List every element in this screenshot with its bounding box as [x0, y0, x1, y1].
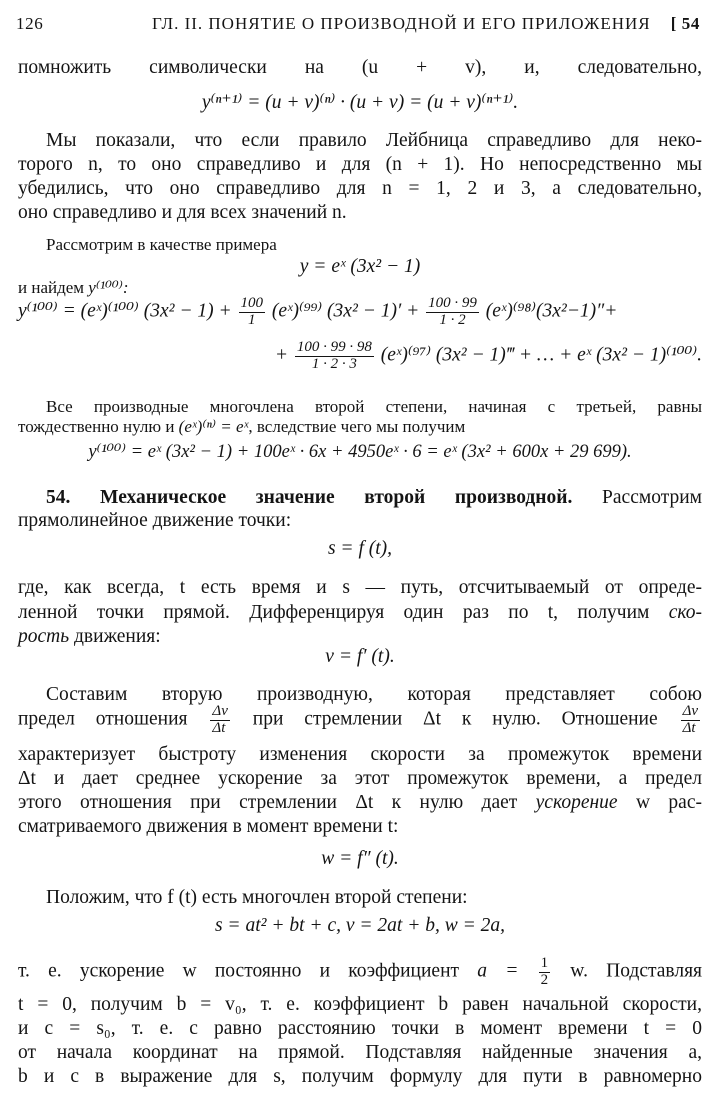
text-fragment: ленной точки прямой. Дифференцируя один раз по t, получим	[18, 602, 669, 623]
text-line: помножить символически на (u + v), и, следовательно,	[18, 57, 702, 78]
formula-acceleration: w = f″ (t).	[321, 848, 399, 869]
expansion-part-c: (eˣ)⁽⁹⁸⁾(3x²−1)″+	[485, 300, 618, 322]
find-text: и найдем	[18, 278, 85, 297]
formula-a: a =	[477, 960, 519, 982]
text-italic: рость	[18, 626, 70, 647]
text-line	[18, 602, 702, 624]
text-fragment: этого отношения при стремлении Δt к нулю дает	[18, 792, 536, 813]
page-number: 126	[16, 14, 44, 33]
text-italic: ускорение	[535, 792, 618, 813]
formula-polynomial-motion: s = at² + bt + c, v = 2at + b, w = 2a,	[214, 915, 506, 936]
text-line	[18, 792, 702, 814]
text-line: Рассмотрим в качестве примера	[46, 235, 277, 254]
fraction-denominator: 1	[248, 311, 256, 328]
expansion-plus: +	[274, 344, 288, 366]
fraction-numerator: 1	[540, 955, 549, 971]
text-line: b и c в выражение для s, получим формулу для пути в равномерно	[18, 1066, 702, 1087]
fraction-denominator: Δt	[212, 719, 226, 736]
text-fragment: Рассмотрим	[572, 487, 702, 508]
section-marker: [ 54	[670, 14, 700, 33]
text-line: Составим вторую производную, которая представляет собою	[46, 684, 702, 705]
text-line: Положим, что f (t) есть многочлен второй степени:	[46, 887, 468, 908]
text-fragment: , вследствие чего мы получим	[248, 417, 466, 436]
fraction-100x99x98-over-1x2x3	[295, 340, 374, 373]
text-line: прямолинейное движение точки:	[18, 510, 292, 531]
text-line: Δt и дает среднее ускорение за этот промежуток времени, а предел	[18, 768, 702, 789]
fraction-dv-dt	[681, 704, 700, 737]
text-line	[18, 956, 702, 989]
text-line: t = 0, получим b = v₀, т. е. коэффициент b равен начальной скорости,	[18, 994, 702, 1015]
text-fragment: w рас-	[617, 792, 702, 813]
text-fragment: w. Подставляя	[570, 960, 703, 982]
text-fragment: при стремлении Δt к нулю. Отношение	[252, 708, 658, 730]
fraction-numerator: Δv	[682, 703, 699, 719]
find-formula: y⁽¹⁰⁰⁾:	[88, 278, 129, 297]
fraction-denominator: Δt	[682, 719, 696, 736]
text-line	[18, 626, 702, 648]
text-line: характеризует быстроту изменения скорости за промежуток времени	[18, 744, 702, 765]
fraction-100x99-over-1x2	[426, 296, 479, 329]
fraction-dv-dt	[210, 704, 229, 737]
text-line	[18, 417, 702, 437]
formula-leibniz-step: y⁽ⁿ⁺¹⁾ = (u + v)⁽ⁿ⁾ · (u + v) = (u + v)⁽ⁿ⁺¹⁾.	[201, 92, 519, 113]
text-fragment: т. е. ускорение w постоянно и коэффициент	[18, 960, 460, 982]
text-line: Мы показали, что если правило Лейбница справедливо для неко-	[46, 130, 702, 151]
text-line	[18, 704, 702, 737]
expansion-part-b: (eˣ)⁽⁹⁹⁾ (3x² − 1)′ +	[271, 300, 420, 322]
formula-expansion-line1	[18, 296, 702, 329]
fraction-denominator: 2	[540, 971, 549, 988]
fraction-numerator: 100 · 99 · 98	[296, 339, 372, 355]
text-italic: ско-	[668, 602, 702, 623]
formula-example-function: y = eˣ (3x² − 1)	[299, 256, 421, 277]
fraction-denominator: 1 · 2	[439, 311, 466, 328]
text-line: где, как всегда, t есть время и s — путь, отсчитываемый от опреде-	[18, 577, 702, 598]
running-title: ГЛ. II. ПОНЯТИЕ О ПРОИЗВОДНОЙ И ЕГО ПРИЛОЖЕНИЯ	[152, 14, 651, 33]
formula-velocity: v = f′ (t).	[325, 646, 395, 667]
fraction-denominator: 1 · 2 · 3	[311, 355, 357, 372]
expansion-part-a: y⁽¹⁰⁰⁾ = (eˣ)⁽¹⁰⁰⁾ (3x² − 1) +	[18, 300, 232, 322]
fraction-numerator: 100 · 99	[428, 295, 477, 311]
text-line: от начала координат на прямой. Подставляя найденные значения a,	[18, 1042, 702, 1063]
fraction-100-over-1	[239, 296, 266, 329]
text-line: и c = s₀, т. е. c равно расстоянию точки в момент времени t = 0	[18, 1018, 702, 1039]
text-fragment: движения:	[69, 626, 161, 647]
text-fragment: предел отношения	[18, 708, 188, 730]
text-line: сматриваемого движения в момент времени t:	[18, 816, 399, 837]
formula-exp-derivative: (eˣ)⁽ⁿ⁾ = eˣ	[178, 417, 249, 436]
formula-expansion-line2	[18, 340, 702, 373]
section-title: 54. Механическое значение второй производной.	[46, 487, 573, 508]
formula-result: y⁽¹⁰⁰⁾ = eˣ (3x² − 1) + 100eˣ · 6x + 4950eˣ · 6 = eˣ (3x² + 600x + 29 699).	[88, 442, 632, 462]
text-line: убедились, что оно справедливо для n = 1, 2 и 3, а следовательно,	[18, 178, 702, 199]
formula-motion-law: s = f (t),	[327, 538, 393, 559]
text-line: торого n, то оно справедливо и для (n + 1). Но непосредственно мы	[18, 154, 702, 175]
expansion-part-d: (eˣ)⁽⁹⁷⁾ (3x² − 1)‴ + … + eˣ (3x² − 1)⁽¹⁰⁰⁾.	[380, 344, 702, 366]
text-fragment: тождественно нулю и	[18, 417, 175, 436]
fraction-one-half	[539, 956, 551, 989]
text-line: Все производные многочлена второй степени, начиная с третьей, равны	[46, 397, 702, 416]
fraction-numerator: 100	[240, 295, 264, 311]
fraction-numerator: Δv	[212, 703, 228, 719]
section-heading-line	[18, 487, 702, 509]
text-line	[18, 278, 702, 298]
page-header	[12, 10, 704, 40]
text-line: оно справедливо и для всех значений n.	[18, 202, 347, 223]
